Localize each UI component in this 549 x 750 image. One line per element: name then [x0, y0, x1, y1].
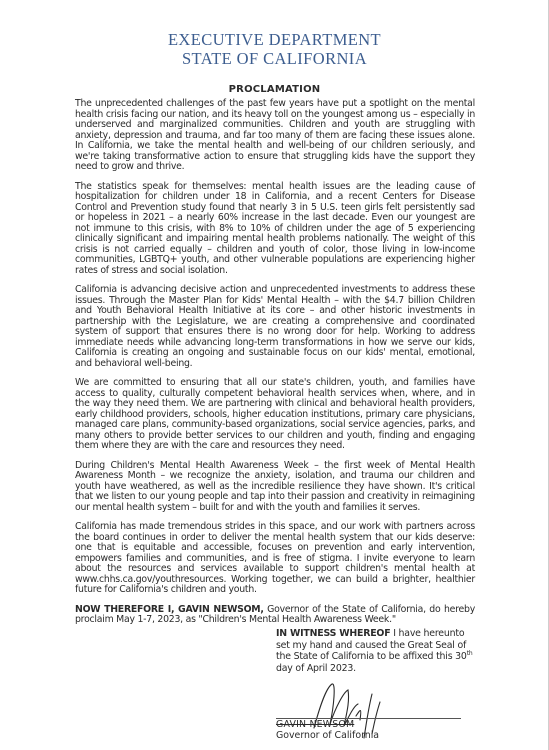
paragraph-5: During Children's Mental Health Awareness Week – the first week of Mental Health Awareness Month – we recognize the anxiety, isolation, and trauma our children and youth have weathered, as well as the incredible resilience they have shown. It's critical that we listen to our young people and tap into their passion and creativity in reimagining our mental health system – built for and with the youth and families it serves. [75, 459, 475, 513]
signer-block [276, 719, 379, 741]
proclaim-paragraph [75, 605, 475, 626]
proclaim-text: Governor of the State of California, do hereby proclaim May 1-7, 2023, as "Children's Mental Health Awareness Week." [75, 603, 475, 625]
signer-name: GAVIN NEWSOM [276, 719, 355, 730]
paragraph-4: We are committed to ensuring that all our state's children, youth, and families have access to quality, culturally competent behavioral health services when, where, and in the way they need them. We are partnering with clinical and behavioral health providers, early childhood providers, schools, higher education institutions, primary care physicians, managed care plans, community-based organizations, social service agencies, parks, and many others to provide better services to our children and youth, finding and engaging them where they are with the care and resources they need. [75, 377, 475, 451]
proclaim-lead: NOW THEREFORE I, GAVIN NEWSOM, [75, 603, 264, 615]
paragraph-2: The statistics speak for themselves: mental health issues are the leading cause of hospitalization for children under 18 in California, and a recent Centers for Disease Control and Prevention study found that nearly 3 in 5 U.S. teen girls felt persistently sad or hopeless in 2021 – a nearly 60% increase in the last decade. Even our youngest are not immune to this crisis, with 8% to 10% of children under the age of 5 experiencing clinically significant and impairing mental health problems nationally. The weight of this crisis is not carried equally – children and youth of color, those living in low-income communities, LGBTQ+ youth, and other vulnerable populations are experiencing higher rates of stress and social isolation. [75, 180, 475, 276]
department-heading: EXECUTIVE DEPARTMENT [167, 30, 382, 49]
signer-role: Governor of California [276, 730, 380, 741]
paragraph-6: California has made tremendous strides in this space, and our work with partners across the board continues in order to deliver the mental health system that our kids deserve: one that is equitable and accessible, focuses on prevention and early intervention, empowers families and communities, and is free of stigma. I invite everyone to learn about the resources and services available to support children's mental health at www.chhs.ca.gov/youthresources. Working together, we can build a brighter, healthier future for California's children and youth. [75, 521, 475, 595]
witness-date: day of April 2023. [276, 662, 356, 674]
witness-date-suffix: th [466, 650, 473, 658]
witness-lead: IN WITNESS WHEREOF [276, 628, 391, 639]
witness-block [276, 628, 476, 674]
state-heading: STATE OF CALIFORNIA [181, 49, 368, 68]
witness-text: I have hereunto set my hand and caused the Great Seal of the State of California to be affixed this 30 [276, 628, 467, 663]
paragraph-1: The unprecedented challenges of the past few years have put a spotlight on the mental health crisis facing our nation, and its heavy toll on the youngest among us – especially in underserved and marginalized communities. Children and youth are struggling with anxiety, depression and trauma, and far too many of them are facing these issues alone. In California, we take the mental health and well-being of our children seriously, and we're taking transformative action to ensure that struggling kids have the support they need to grow and thrive. [75, 98, 475, 172]
paragraph-3: California is advancing decisive action and unprecedented investments to address these issues. Through the Master Plan for Kids' Mental Health – with the $4.7 billion Children and Youth Behavioral Health Initiative at its core – and other historic investments in partnership with the Legislature, we are creating a comprehensive and coordinated system of support that ensures there is no wrong door for help. Working to address immediate needs while advancing long-term transformations in how we serve our kids, California is creating an ongoing and sustainable focus on our kids' mental, emotional, and behavioral well-being. [75, 284, 475, 369]
proclamation-body [75, 99, 475, 635]
document-title: PROCLAMATION [228, 84, 321, 95]
